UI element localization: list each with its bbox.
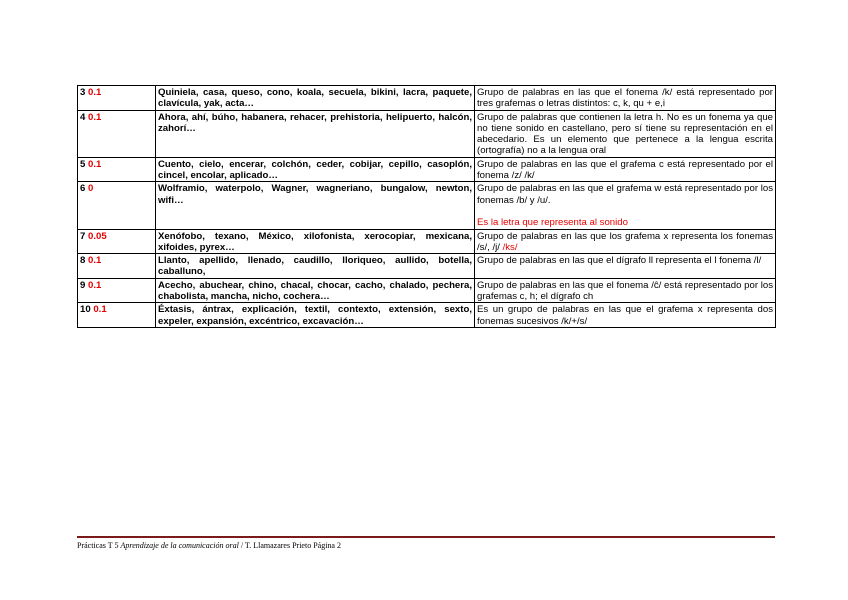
row-score: 0.1 xyxy=(88,255,102,267)
correction-note: /ks/ xyxy=(502,241,518,253)
row-number: 3 xyxy=(80,87,86,98)
table-row xyxy=(78,86,776,111)
footer-title: Aprendizaje de la comunicación oral xyxy=(120,541,239,550)
page-footer xyxy=(77,541,341,550)
description-cell xyxy=(475,182,776,229)
table-row xyxy=(78,182,776,229)
word-list-cell: Éxtasis, ántrax, explicación, textil, contexto, extensión, sexto, expeler, expansión, excéntrico, excavación… xyxy=(156,303,475,328)
description-text: Grupo de palabras en las que los grafema x representa los fonemas /s/, /j/ xyxy=(477,230,773,253)
row-score: 0.1 xyxy=(88,87,102,98)
row-number-cell xyxy=(78,229,156,254)
table-row xyxy=(78,303,776,328)
row-number: 5 xyxy=(80,158,86,170)
row-number: 7 xyxy=(80,230,86,242)
row-number-cell xyxy=(78,110,156,157)
word-list-cell: Ahora, ahí, búho, habanera, rehacer, prehistoria, helipuerto, halcón, zahorí… xyxy=(156,110,475,157)
row-number: 8 xyxy=(80,255,86,267)
table-row xyxy=(78,110,776,157)
blank-line xyxy=(477,206,773,217)
word-list-cell: Quiniela, casa, queso, cono, koala, secuela, bikini, lacra, paquete, clavícula, yak, acta… xyxy=(156,86,475,111)
description-cell: Grupo de palabras en las que el dígrafo ll representa el l fonema /l/ xyxy=(475,254,776,279)
row-score: 0.1 xyxy=(88,158,102,170)
row-number: 9 xyxy=(80,279,86,291)
row-score: 0 xyxy=(88,183,94,195)
table-row xyxy=(78,229,776,254)
footer-prefix: Prácticas T 5 xyxy=(77,541,121,550)
row-score: 0.05 xyxy=(88,230,107,242)
row-number: 10 xyxy=(80,304,91,316)
description-cell: Grupo de palabras en las que el fonema /ĉ/ está representado por los grafemas c, h; el dígrafo ch xyxy=(475,278,776,303)
row-number-cell xyxy=(78,303,156,328)
row-number: 6 xyxy=(80,183,86,195)
row-score: 0.1 xyxy=(88,111,102,123)
description-cell: Grupo de palabras en las que el fonema /k/ está representado por tres grafemas o letras distintos: c, k, qu + e,i xyxy=(475,86,776,111)
row-number-cell xyxy=(78,86,156,111)
row-number-cell xyxy=(78,182,156,229)
row-number-cell xyxy=(78,254,156,279)
row-score: 0.1 xyxy=(88,279,102,291)
row-number: 4 xyxy=(80,111,86,123)
description-text: Grupo de palabras en las que el grafema w está representado por los fonemas /b/ y /u/. xyxy=(477,183,773,206)
footer-suffix: / T. Llamazares Prieto Página 2 xyxy=(238,541,341,550)
row-number-cell xyxy=(78,157,156,182)
row-score: 0.1 xyxy=(93,304,107,316)
description-cell: Grupo de palabras en las que el grafema c está representado por el fonema /z/ /k/ xyxy=(475,157,776,182)
word-list-cell: Llanto, apellido, llenado, caudillo, lloriqueo, aullido, botella, caballuno, xyxy=(156,254,475,279)
table-row xyxy=(78,157,776,182)
table-row xyxy=(78,278,776,303)
word-list-cell: Xenófobo, texano, México, xilofonista, xerocopiar, mexicana, xifoides, pyrex… xyxy=(156,229,475,254)
table-row xyxy=(78,254,776,279)
description-cell xyxy=(475,229,776,254)
word-list-cell: Wolframio, waterpolo, Wagner, wagneriano, bungalow, newton, wifi… xyxy=(156,182,475,229)
description-cell: Grupo de palabras que contienen la letra h. No es un fonema ya que no tiene sonido en castellano, pero sí tiene su representación en el abecedario. Es un elemento que pertenece a la lengua escrita (ortografía) no a la lengua oral xyxy=(475,110,776,157)
correction-note: Es la letra que representa al sonido xyxy=(477,217,628,229)
word-list-cell: Cuento, cielo, encerar, colchón, ceder, cobijar, cepillo, casoplón, cincel, encolar, aplicado… xyxy=(156,157,475,182)
description-cell: Es un grupo de palabras en las que el grafema x representa dos fonemas sucesivos /k/+/s/ xyxy=(475,303,776,328)
word-list-cell: Acecho, abuchear, chino, chacal, chocar, cacho, chalado, pechera, chabolista, mancha, nicho, cochera… xyxy=(156,278,475,303)
footer-rule xyxy=(77,536,775,538)
row-number-cell xyxy=(78,278,156,303)
exercise-table xyxy=(77,85,776,328)
